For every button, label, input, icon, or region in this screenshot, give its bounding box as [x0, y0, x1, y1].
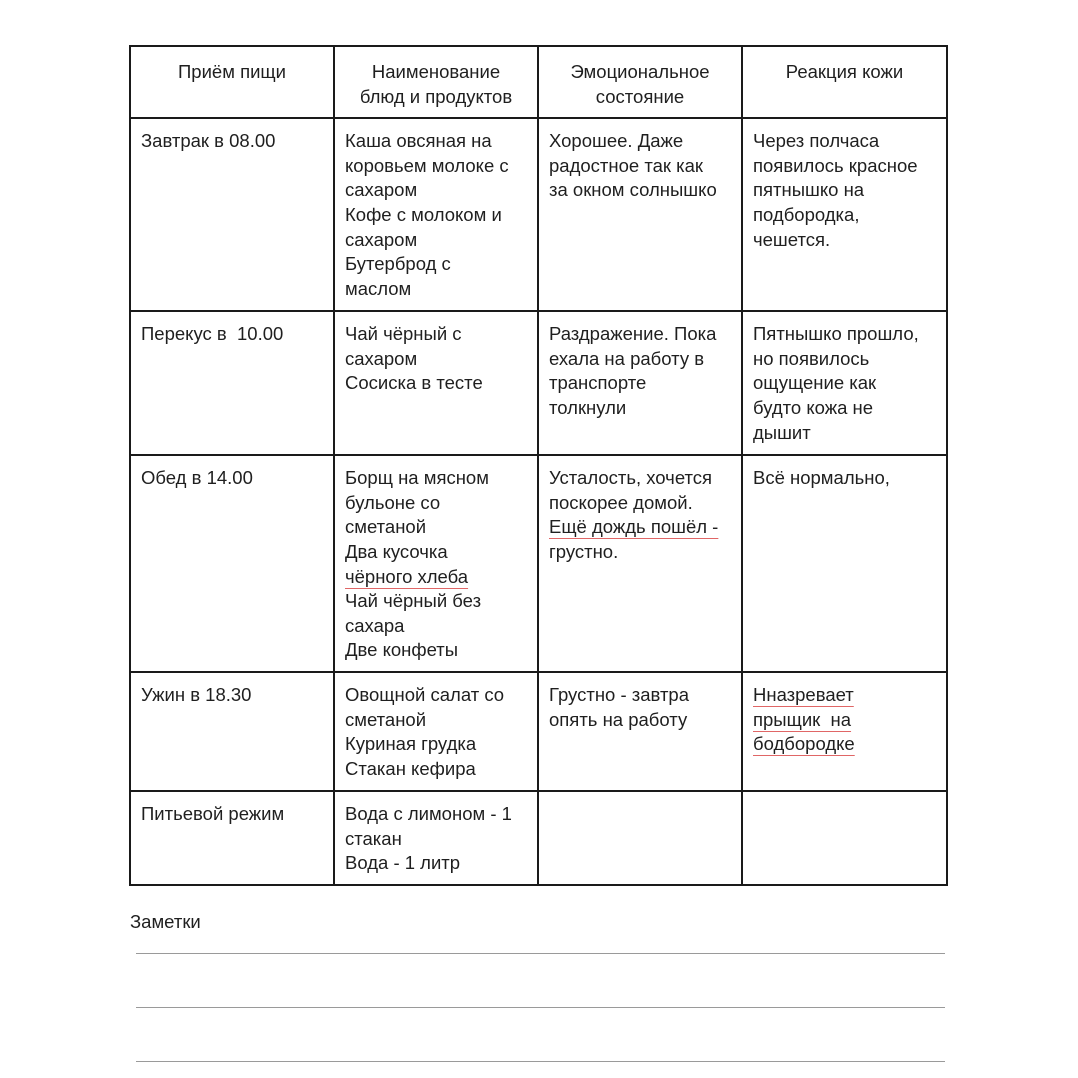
- emotion-cell: Грустно - завтра опять на работу: [538, 672, 742, 791]
- emotion-cell: [538, 791, 742, 885]
- notes-label: Заметки: [130, 911, 201, 932]
- table-row: [130, 791, 947, 885]
- food-cell: Чай чёрный с сахаром Сосиска в тесте: [334, 311, 538, 455]
- food-cell: Овощной салат со сметаной Куриная грудка Стакан кефира: [334, 672, 538, 791]
- notes-line: [136, 953, 945, 954]
- meal-cell: Ужин в 18.30: [130, 672, 334, 791]
- header-skin: Реакция кожи: [742, 46, 947, 118]
- table-row: [130, 118, 947, 311]
- food-cell: Каша овсяная на коровьем молоке с сахаром Кофе с молоком и сахаром Бутерброд с маслом: [334, 118, 538, 311]
- food-cell: Вода с лимоном - 1 стакан Вода - 1 литр: [334, 791, 538, 885]
- meal-cell: Питьевой режим: [130, 791, 334, 885]
- food-cell: Борщ на мясном бульоне со сметаной Два кусочка чёрного хлеба Чай чёрный без сахара Две конфеты: [334, 455, 538, 672]
- header-food: Наименование блюд и продуктов: [334, 46, 538, 118]
- meal-cell: Обед в 14.00: [130, 455, 334, 672]
- food-diary-table: [129, 45, 948, 886]
- header-meal: Приём пищи: [130, 46, 334, 118]
- emotion-cell: Раздражение. Пока ехала на работу в транспорте толкнули: [538, 311, 742, 455]
- notes-line: [136, 1061, 945, 1062]
- meal-cell: Перекус в 10.00: [130, 311, 334, 455]
- table-header-row: [130, 46, 947, 118]
- meal-cell: Завтрак в 08.00: [130, 118, 334, 311]
- skin-cell: Через полчаса появилось красное пятнышко на подбородка, чешется.: [742, 118, 947, 311]
- emotion-cell: Усталость, хочется поскорее домой. Ещё дождь пошёл - грустно.: [538, 455, 742, 672]
- table-row: [130, 311, 947, 455]
- skin-cell: Пятнышко прошло, но появилось ощущение как будто кожа не дышит: [742, 311, 947, 455]
- emotion-cell: Хорошее. Даже радостное так как за окном солнышко: [538, 118, 742, 311]
- skin-cell: [742, 791, 947, 885]
- header-emotion: Эмоциональное состояние: [538, 46, 742, 118]
- notes-line: [136, 1007, 945, 1008]
- skin-cell: Всё нормально,: [742, 455, 947, 672]
- skin-cell: Нназревает прыщик на бодбородке: [742, 672, 947, 791]
- table-row: [130, 455, 947, 672]
- table-row: [130, 672, 947, 791]
